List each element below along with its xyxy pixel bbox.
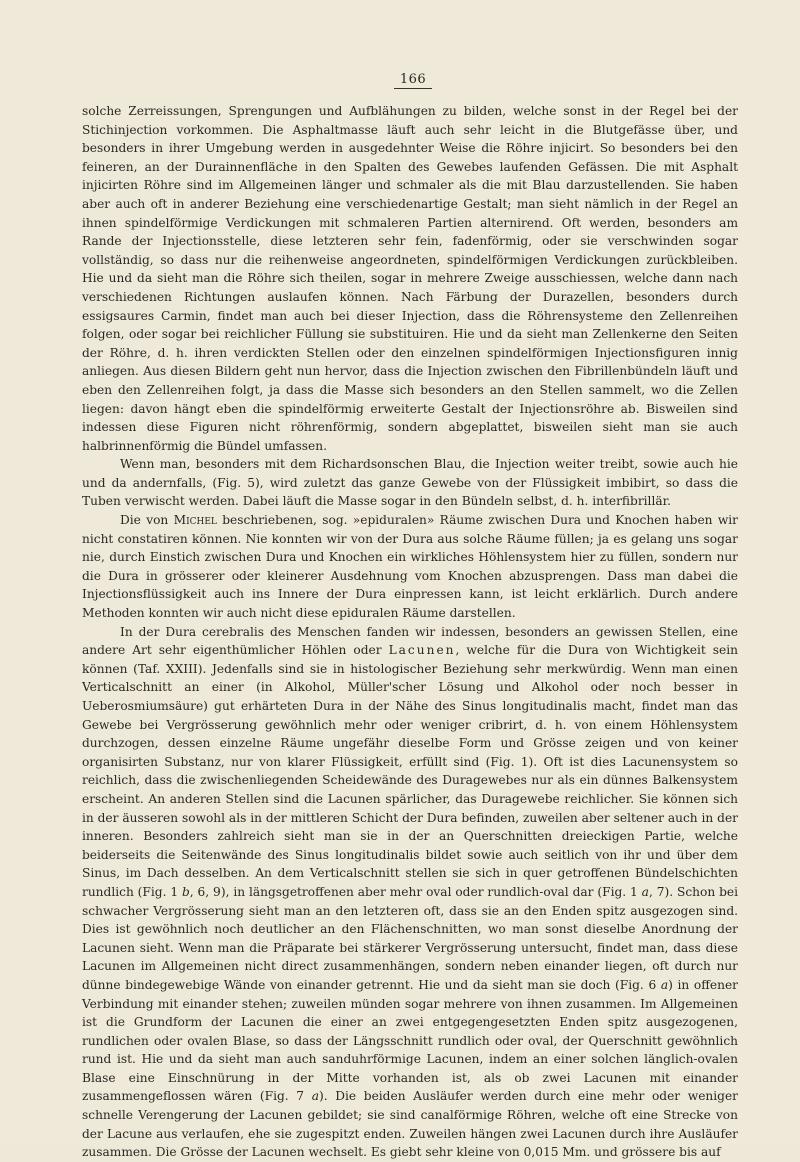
text-run: ). Die beiden Ausläufer werden durch eine mehr oder weniger schnelle Verengerung der Lacunen gebildet; sie sind canalförmige Röhren, welche oft eine Strecke von der Lacune aus verlaufen, ehe sie zugespitzt enden. Zuweilen hängen zwei Lacunen durch ihre Ausläufer zusammen. Die Grösse der Lacunen wechselt. Es giebt sehr kleine von 0,015 Mm. und grössere bis auf bbox=[82, 1089, 738, 1160]
text-run: a bbox=[311, 1089, 319, 1104]
text-run: a bbox=[641, 884, 649, 899]
text-run: Lacunen bbox=[388, 643, 456, 658]
text-run: ) in offener Verbindung mit einander stehen; zuweilen münden sogar mehrere von ihnen zusammen. Im Allgemeinen ist die Grundform der Lacunen die einer an zwei entgegengesetzten Enden spitz ausgezogenen, rundlichen oder ovalen Blase, so dass der Längsschnitt rundlich oder oval, der Querschnitt gewöhnlich rund ist. Hie und da sieht man auch sanduhrförmige Lacunen, indem an einer solchen länglich-ovalen Blase eine Einschnürung in der Mitte vorhanden ist, als ob zwei Lacunen mit einander zusammengeflossen wären (Fig. 7 bbox=[82, 977, 738, 1104]
text-run: Wenn man, besonders mit dem Richardsonschen Blau, die Injection weiter treibt, sowie auch hie und da andernfalls, (Fig. 5), wird zuletzt das ganze Gewebe von der Flüssigkeit imbibirt, so dass die Tuben verwischt werden. Dabei läuft die Masse sogar in den Bündeln selbst, d. h. interfibrillär. bbox=[82, 457, 738, 509]
text-run: Die von bbox=[120, 513, 174, 528]
paragraph bbox=[82, 455, 738, 511]
paragraph bbox=[82, 102, 738, 455]
text-run: , 7). Schon bei schwacher Vergrösserung sieht man an den letzteren oft, dass sie an den Enden spitz ausgezogen sind. Dies ist gewöhnlich noch deutlicher an den Flächenschnitten, wo man sonst dieselbe Anordnung der Lacunen sieht. Wenn man die Präparate bei stärkerer Vergrösserung untersucht, findet man, dass diese Lacunen im Allgemeinen nicht direct zusammenhängen, sondern neben einander liegen, oft durch nur dünne bindegewebige Wände von einander getrennt. Hie und da sieht man sie doch (Fig. 6 bbox=[82, 884, 738, 992]
text-run: beschriebenen, sog. »epiduralen» Räume zwischen Dura und Knochen haben wir nicht constatiren können. Nie konnten wir von der Dura aus solche Räume füllen; ja es gelang uns sogar nie, durch Einstich zwischen Dura und Knochen ein wirkliches Höhlensystem hier zu füllen, sondern nur die Dura in grösserer oder kleinerer Ausdehnung vom Knochen abzusprengen. Dass man dabei die Injectionsflüssigkeit auch ins Innere der Dura einpressen kann, ist leicht erklärlich. Durch andere Methoden konnten wir auch nicht diese epiduralen Räume darstellen. bbox=[82, 513, 738, 621]
text-run: , 6, 9), in längsgetroffenen aber mehr oval oder rundlich-oval dar (Fig. 1 bbox=[189, 884, 642, 899]
paragraph bbox=[82, 511, 738, 623]
text-run: a bbox=[660, 977, 669, 992]
page-number: 166 bbox=[0, 72, 800, 89]
paragraph bbox=[82, 623, 738, 1162]
text-run: solche Zerreissungen, Sprengungen und Aufblähungen zu bilden, welche sonst in der Regel bei der Stichinjection vorkommen. Die Asphaltmasse läuft auch sehr leicht in die Blutgefässe über, und besonders in ihrer Umgebung werden in ausgedehnter Weise die Röhre injicirt. So besonders bei den feineren, an der Durainnenfläche in den Spalten des Gewebes laufenden Gefässen. Die mit Asphalt injicirten Röhre sind im Allgemeinen länger und schmaler als die mit Blau darzustellenden. Sie haben aber auch oft in anderer Beziehung eine verschiedenartige Gestalt; man sieht nämlich in der Regel an ihnen spindelförmige Verdickungen mit schmaleren Partien alternirend. Oft werden, besonders am Rande der Injectionsstelle, diese letzteren sehr fein, fadenförmig, oder sie verschwinden sogar vollständig, so dass nur die reihenweise angeordneten, spindelförmigen Verdickungen zurückbleiben. Hie und da sieht man die Röhre sich theilen, sogar in mehrere Zweige ausschiessen, welche dann nach verschiedenen Richtungen auslaufen können. Nach Färbung der Durazellen, besonders durch essigsaures Carmin, findet man auch bei dieser Injection, dass die Röhrensysteme den Zellenreihen folgen, oder sogar bei reichlicher Füllung sie substituiren. Hie und da sieht man Zellenkerne den Seiten der Röhre, d. h. ihren verdickten Stellen oder den einzelnen spindelförmigen Injectionsfiguren innig anliegen. Aus diesen Bildern geht nun hervor, dass die Injection zwischen den Fibrillenbündeln läuft und eben den Zellenreihen folgt, ja dass die Masse sich besonders an den Stellen sammelt, wo die Zellen liegen: davon hängt eben die spindelförmig erweiterte Gestalt der Injectionsröhre ab. Bisweilen sind indessen diese Figuren nicht röhrenförmig, sondern abgeplattet, bisweilen sieht man sie auch halbrinnenförmig die Bündel umfassen. bbox=[82, 104, 738, 453]
text-run: Michel bbox=[173, 513, 217, 528]
body-text bbox=[82, 102, 738, 1162]
text-run: In der Dura cerebralis des Menschen fanden wir indessen, besonders an gewissen Stellen, eine andere Art sehr eigenthümlicher Höhlen oder bbox=[82, 624, 738, 658]
text-run: b bbox=[181, 884, 190, 899]
text-run: , welche für die Dura von Wichtigkeit sein können (Taf. XXIII). Jedenfalls sind sie in histologischer Beziehung sehr merkwürdig. Wenn man einen Verticalschnitt an einer (in Alkohol, Müller'scher Lösung und Alkohol oder noch besser in Ueberosmiumsäure) gut erhärteten Dura in der Nähe des Sinus longitudinalis macht, findet man das Gewebe bei Vergrösserung gewöhnlich mehr oder weniger cribrirt, d. h. von einem Höhlensystem durchzogen, dessen einzelne Räume ungefähr dieselbe Form und Grösse zeigen und von keiner organisirten Substanz, nur von klarer Flüssigkeit, erfüllt sind (Fig. 1). Oft ist dies Lacunensystem so reichlich, dass die zwischenliegenden Scheidewände des Duragewebes nur als ein dünnes Balkensystem erscheint. An anderen Stellen sind die Lacunen spärlicher, das Duragewebe reichlicher. Sie können sich in der äusseren sowohl als in der mittleren Schicht der Dura befinden, zuweilen aber seltener auch in der inneren. Besonders zahlreich sieht man sie in der an Querschnitten dreieckigen Partie, welche beiderseits die Seitenwände des Sinus longitudinalis bildet sowie auch seitlich von ihr und über dem Sinus, im Dach desselben. An dem Verticalschnitt stellen sie sich in quer getroffenen Bündelschichten rundlich (Fig. 1 bbox=[82, 643, 738, 899]
